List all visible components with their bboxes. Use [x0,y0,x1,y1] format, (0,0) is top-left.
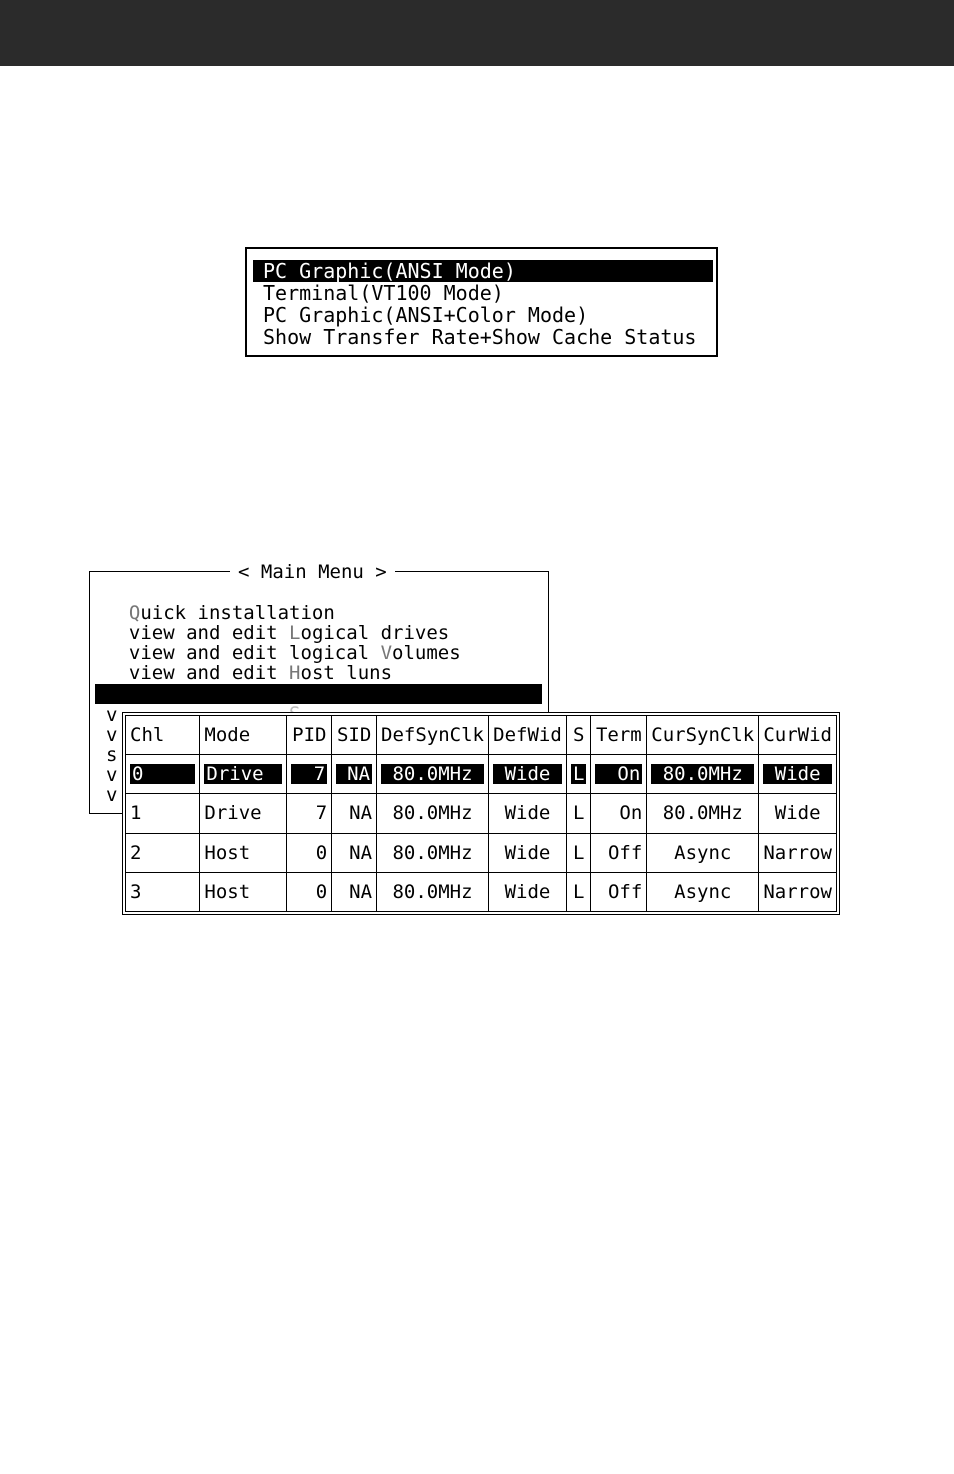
table-row[interactable] [126,794,837,833]
menu-item-scsi-drives[interactable] [106,663,415,683]
cell-term [591,755,647,794]
cell-mode: Host [200,872,287,911]
cell-curwid: Narrow [759,872,837,911]
menu-item-host-luns[interactable] [106,643,393,684]
menu-item-show-transfer-rate[interactable]: Show Transfer Rate+Show Cache Status [263,325,697,349]
cell-text: 80.0MHz [651,764,754,784]
column-header: CurSynClk [647,716,759,755]
menu-item-stub[interactable]: v [106,704,118,726]
cell-sid: NA [332,872,377,911]
cell-text: NA [336,764,372,784]
cell-pid: 0 [287,872,332,911]
cell-s [566,755,590,794]
cell-curwid: Wide [759,794,837,833]
cell-text: On [595,764,642,784]
menu-item-stub[interactable]: v [106,784,118,806]
cell-text: 80.0MHz [381,764,484,784]
menu-item-text: view and edit logical [128,642,381,664]
cell-defwid [489,755,567,794]
cell-sid: NA [332,833,377,872]
cell-cursynclk: 80.0MHz [647,794,759,833]
scsi-channel-table [122,712,840,915]
menu-item-stub[interactable]: v [106,724,118,746]
menu-item-quick-installation[interactable] [106,583,335,624]
column-header: Term [591,716,647,755]
cell-text: 0 [130,764,195,784]
cell-text: Wide [493,764,562,784]
cell-mode [200,755,287,794]
main-menu-title: < Main Menu > [230,562,395,582]
menu-item-text: olumes [392,642,461,664]
hotkey-letter: Q [128,602,141,624]
cell-chl: 2 [126,833,200,872]
column-header: SID [332,716,377,755]
cell-text: L [572,763,585,786]
cell-chl: 1 [126,794,200,833]
menu-item-pc-graphic-ansi-color[interactable]: PC Graphic(ANSI+Color Mode) [263,303,589,327]
cell-mode: Drive [200,794,287,833]
table-row[interactable] [126,755,837,794]
cell-chl [126,755,200,794]
cell-defsynclk: 80.0MHz [377,833,489,872]
table-header-row [126,716,837,755]
cell-term: Off [591,833,647,872]
cell-sid [332,755,377,794]
menu-item-terminal-vt100[interactable]: Terminal(VT100 Mode) [263,281,504,305]
menu-item-logical-volumes[interactable] [106,623,461,664]
menu-item-pc-graphic-ansi[interactable]: PC Graphic(ANSI Mode) [253,260,713,282]
cell-defwid: Wide [489,872,567,911]
cell-term: On [591,794,647,833]
column-header: DefWid [489,716,567,755]
menu-item-logical-drives[interactable] [106,603,450,644]
hotkey-letter: H [289,662,301,684]
menu-item-text: view and edit [128,662,290,684]
hotkey-letter: L [289,622,301,644]
cell-s: L [566,872,590,911]
menu-item-text: ost luns [300,662,393,684]
cell-curwid [759,755,837,794]
hotkey-letter: V [380,642,393,664]
cell-s: L [566,833,590,872]
menu-item-text: ogical drives [300,622,450,644]
table-row[interactable] [126,833,837,872]
cell-defwid: Wide [489,794,567,833]
cell-s: L [566,794,590,833]
cell-defwid: Wide [489,833,567,872]
menu-item-text: view and edit [128,622,290,644]
column-header: Chl [126,716,200,755]
cell-chl: 3 [126,872,200,911]
top-header-bar [0,0,954,66]
column-header: PID [287,716,332,755]
cell-sid: NA [332,794,377,833]
cell-cursynclk [647,755,759,794]
menu-item-stub[interactable]: s [106,744,118,766]
cell-defsynclk [377,755,489,794]
cell-cursynclk: Async [647,833,759,872]
cell-text: Wide [763,764,832,784]
cell-text: 7 [291,764,327,784]
menu-item-scsi-channels[interactable] [95,684,542,704]
column-header: Mode [200,716,287,755]
cell-defsynclk: 80.0MHz [377,872,489,911]
terminal-emulation-menu [245,247,718,357]
column-header: CurWid [759,716,837,755]
cell-defsynclk: 80.0MHz [377,794,489,833]
menu-item-stub[interactable]: v [106,764,118,786]
cell-mode: Host [200,833,287,872]
column-header: DefSynClk [377,716,489,755]
cell-pid: 0 [287,833,332,872]
column-header: S [566,716,590,755]
cell-text: Drive [204,764,282,784]
cell-pid: 7 [287,794,332,833]
menu-item-text: uick installation [140,602,335,624]
cell-pid [287,755,332,794]
cell-cursynclk: Async [647,872,759,911]
cell-term: Off [591,872,647,911]
cell-curwid: Narrow [759,833,837,872]
table-row[interactable] [126,872,837,911]
